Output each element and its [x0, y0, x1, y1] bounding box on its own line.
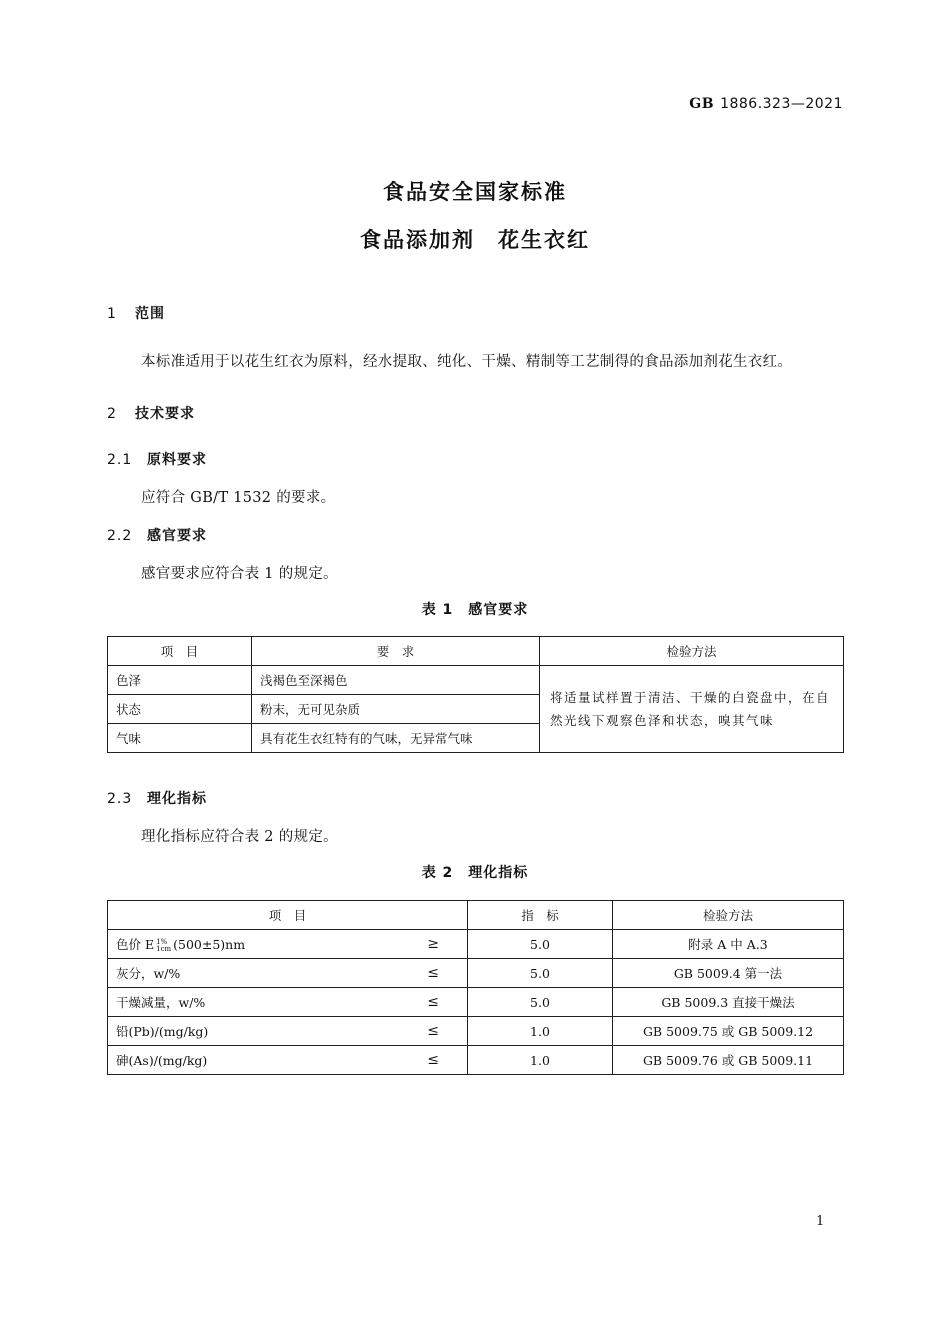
relation-symbol: ≤ [427, 1023, 439, 1039]
item-cell: 状态 [108, 695, 252, 724]
table-row [108, 666, 844, 695]
item-cell [108, 1017, 468, 1046]
header-indicator: 指 标 [468, 901, 613, 930]
table-header-row [108, 901, 844, 930]
item-cell [108, 988, 468, 1017]
table-row [108, 1017, 844, 1046]
header-item: 项 目 [108, 901, 468, 930]
relation-symbol: ≤ [427, 965, 439, 981]
item-label-suffix: (500±5)nm [173, 937, 246, 952]
section-number: 2.3 [107, 791, 133, 807]
standard-code [689, 96, 843, 112]
method-cell: GB 5009.76 或 GB 5009.11 [613, 1046, 844, 1075]
subscript: 1cm [156, 944, 172, 953]
section-2-heading [107, 403, 195, 423]
document-subtitle: 食品添加剂 花生衣红 [360, 228, 590, 252]
section-number: 1 [107, 306, 117, 322]
method-cell: 附录 A 中 A.3 [613, 930, 844, 959]
document-title: 食品安全国家标准 [383, 180, 567, 204]
requirement-cell: 浅褐色至深褐色 [252, 666, 540, 695]
table-row [108, 959, 844, 988]
relation-symbol: ≤ [427, 994, 439, 1010]
section-number: 2.1 [107, 452, 133, 468]
item-label: 干燥减量，w/% [116, 995, 206, 1010]
standard-prefix: GB [689, 96, 715, 112]
item-cell: 气味 [108, 724, 252, 753]
value-cell: 5.0 [468, 930, 613, 959]
item-label-prefix: 色价 E [116, 937, 155, 952]
section-2-2-text: 感官要求应符合表 1 的规定。 [141, 566, 338, 582]
requirement-cell: 粉末，无可见杂质 [252, 695, 540, 724]
item-cell [108, 930, 468, 959]
table-row [108, 930, 844, 959]
table-header-row [108, 637, 844, 666]
header-item: 项 目 [108, 637, 252, 666]
method-cell: GB 5009.75 或 GB 5009.12 [613, 1017, 844, 1046]
section-1-heading [107, 303, 165, 323]
table-row [108, 988, 844, 1017]
item-cell [108, 959, 468, 988]
table-1-caption: 表 1 感官要求 [421, 602, 529, 618]
section-title: 理化指标 [147, 791, 207, 807]
table-2-caption: 表 2 理化指标 [421, 865, 529, 881]
value-cell: 5.0 [468, 988, 613, 1017]
requirement-cell: 具有花生衣红特有的气味，无异常气味 [252, 724, 540, 753]
item-label: 铅(Pb)/(mg/kg) [116, 1024, 209, 1039]
method-cell: GB 5009.3 直接干燥法 [613, 988, 844, 1017]
relation-symbol: ≤ [427, 1052, 439, 1068]
page-number: 1 [816, 1214, 825, 1229]
section-title: 感官要求 [147, 528, 207, 544]
section-title: 技术要求 [135, 406, 195, 422]
section-2-3-text: 理化指标应符合表 2 的规定。 [141, 829, 338, 845]
method-cell: 将适量试样置于清洁、干燥的白瓷盘中，在自然光线下观察色泽和状态，嗅其气味 [540, 666, 844, 753]
header-method: 检验方法 [613, 901, 844, 930]
section-title: 范围 [135, 306, 165, 322]
item-cell: 色泽 [108, 666, 252, 695]
section-2-2-heading [107, 525, 207, 545]
table-row [108, 1046, 844, 1075]
item-label: 灰分，w/% [116, 966, 181, 981]
standard-number: 1886.323—2021 [720, 96, 843, 112]
section-1-text: 本标准适用于以花生红衣为原料，经水提取、纯化、干燥、精制等工艺制得的食品添加剂花生衣红。 [141, 354, 793, 370]
value-cell: 1.0 [468, 1046, 613, 1075]
method-cell: GB 5009.4 第一法 [613, 959, 844, 988]
section-2-1-text: 应符合 GB/T 1532 的要求。 [141, 490, 336, 506]
sensory-requirements-table [107, 636, 844, 753]
physicochemical-indicators-table [107, 900, 844, 1075]
value-cell: 1.0 [468, 1017, 613, 1046]
item-cell [108, 1046, 468, 1075]
header-requirement: 要 求 [252, 637, 540, 666]
section-title: 原料要求 [147, 452, 207, 468]
section-number: 2 [107, 406, 117, 422]
value-cell: 5.0 [468, 959, 613, 988]
section-2-3-heading [107, 788, 207, 808]
item-label: 砷(As)/(mg/kg) [116, 1053, 208, 1068]
superscript: 1% [156, 937, 168, 946]
header-method: 检验方法 [540, 637, 844, 666]
section-2-1-heading [107, 449, 207, 469]
relation-symbol: ≥ [427, 936, 439, 952]
section-number: 2.2 [107, 528, 133, 544]
item-label [116, 935, 245, 953]
